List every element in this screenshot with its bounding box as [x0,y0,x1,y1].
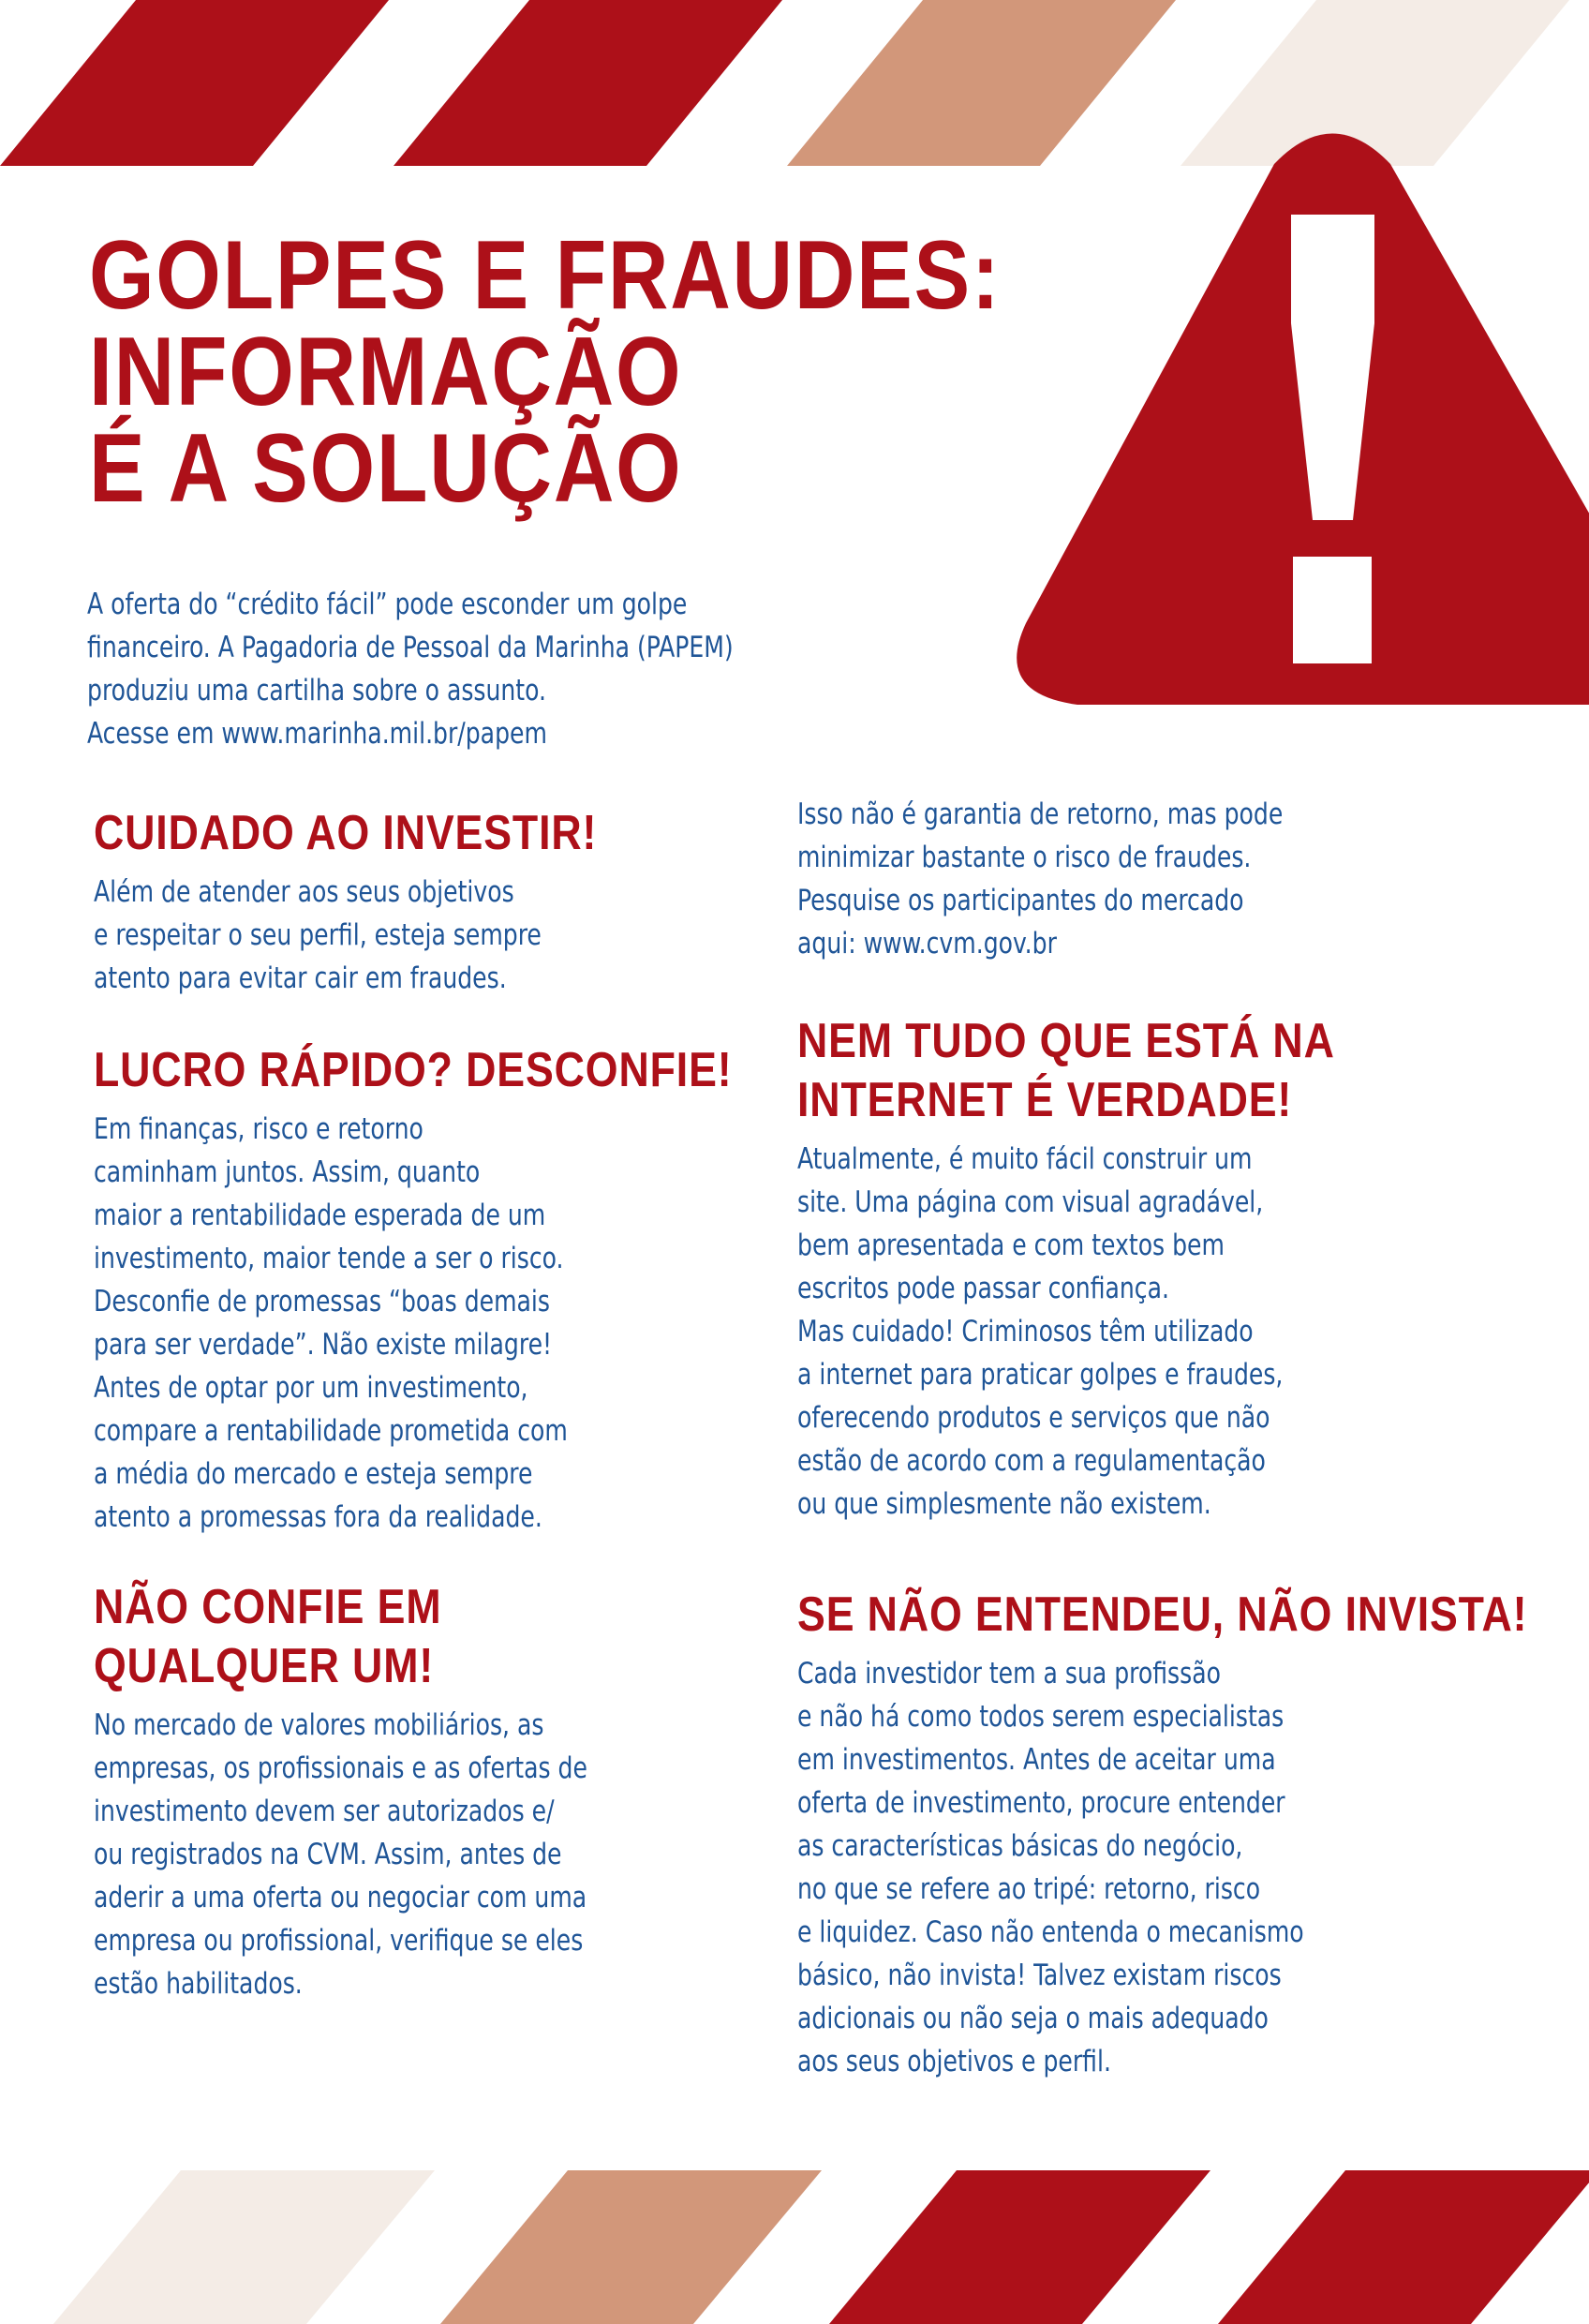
heading-line: SE NÃO ENTENDEU, NÃO INVISTA! [797,1587,1528,1642]
section-heading [94,1041,733,1100]
body-line: Pesquise os participantes do mercado [797,884,1244,917]
stripe-tan [440,2170,822,2324]
body-line: Antes de optar por um investimento, [94,1371,528,1405]
section-body [94,1108,762,1539]
title-line-3: É A SOLUÇÃO [89,414,683,523]
stripe-tan [787,0,1176,166]
intro-line-link: Acesse em www.marinha.mil.br/papem [87,717,547,751]
body-line: ou que simplesmente não existem. [797,1487,1211,1521]
body-line: e liquidez. Caso não entenda o mecanismo [797,1915,1304,1949]
heading-line: INTERNET É VERDADE! [797,1073,1293,1127]
body-line: adicionais ou não seja o mais adequado [797,2002,1269,2035]
body-line: aos seus objetivos e perfil. [797,2045,1111,2078]
body-line: a internet para praticar golpes e fraudes, [797,1358,1284,1392]
body-line: empresas, os profissionais e as ofertas de [94,1751,587,1785]
body-line: Em finanças, risco e retorno [94,1112,423,1146]
body-line: e respeitar o seu perfil, esteja sempre [94,918,542,952]
body-line: Cada investidor tem a sua profissão [797,1657,1221,1691]
body-line: Atualmente, é muito fácil construir um [797,1142,1253,1176]
body-line: caminham juntos. Assim, quanto [94,1155,481,1189]
heading-line: CUIDADO AO INVESTIR! [94,806,598,860]
stripe-beige [53,2170,435,2324]
section-heading [797,1586,1527,1645]
body-line: oferecendo produtos e serviços que não [797,1401,1270,1435]
body-line: No mercado de valores mobiliários, as [94,1708,544,1742]
stripe-red-2 [1218,2170,1589,2324]
body-line: atento para evitar cair em fraudes. [94,961,507,995]
section-internet [797,1012,1422,1526]
body-line: oferta de investimento, procure entender [797,1786,1285,1820]
intro-line: financeiro. A Pagadoria de Pessoal da Marinha (PAPEM) [87,631,734,664]
body-line: escritos pode passar confiança. [797,1272,1169,1305]
section-body [797,1138,1359,1526]
body-line: aderir a uma oferta ou negociar com uma [94,1881,587,1914]
body-line-link: aqui: www.cvm.gov.br [797,927,1057,961]
body-line: Além de atender aos seus objetivos [94,875,514,909]
body-line: bem apresentada e com textos bem [797,1229,1225,1262]
body-line: investimento, maior tende a ser o risco. [94,1242,564,1275]
body-line: as características básicas do negócio, [797,1829,1243,1863]
stripe-red-1 [0,0,389,166]
body-line: compare a rentabilidade prometida com [94,1414,568,1448]
body-line: a média do mercado e esteja sempre [94,1457,533,1491]
section-heading [797,1012,1335,1130]
section-body [94,1704,587,2005]
bottom-stripes [0,2155,1589,2324]
stripe-beige [1181,0,1569,166]
body-line: Mas cuidado! Criminosos têm utilizado [797,1315,1254,1348]
body-line: e não há como todos serem especialistas [797,1700,1285,1734]
body-line: estão habilitados. [94,1967,303,2001]
body-line: atento a promessas fora da realidade. [94,1500,542,1534]
stripe-red-1 [829,2170,1210,2324]
body-line: no que se refere ao tripé: retorno, risco [797,1872,1261,1906]
heading-line: NEM TUDO QUE ESTÁ NA [797,1014,1335,1068]
heading-line: NÃO CONFIE EM [94,1580,442,1634]
top-stripes [0,0,1589,169]
body-line: básico, não invista! Talvez existam riscos [797,1959,1282,1992]
section-se-nao-entendeu [797,1586,1589,2083]
body-line: estão de acordo com a regulamentação [797,1444,1266,1478]
body-line: empresa ou profissional, verifique se eles [94,1924,584,1958]
section-heading [94,804,597,863]
stripe-red-2 [394,0,782,166]
section-body [797,793,1283,965]
section-heading [94,1578,566,1696]
body-line: minimizar bastante o risco de fraudes. [797,841,1252,874]
body-line: Isso não é garantia de retorno, mas pode [797,797,1284,831]
body-line: investimento devem ser autorizados e/ [94,1795,555,1828]
body-line: maior a rentabilidade esperada de um [94,1199,546,1232]
title-line-1: GOLPES E FRAUDES: [89,221,1002,330]
intro-paragraph [87,583,897,755]
section-body [797,1652,1562,2083]
body-line: em investimentos. Antes de aceitar uma [797,1743,1276,1777]
heading-line: LUCRO RÁPIDO? DESCONFIE! [94,1043,733,1097]
heading-line: QUALQUER UM! [94,1639,435,1693]
intro-line: produziu uma cartilha sobre o assunto. [87,674,546,708]
section-lucro-rapido [94,1041,836,1539]
section-cuidado-ao-investir [94,804,679,1000]
body-line: Desconfie de promessas “boas demais [94,1285,550,1318]
page-title [89,221,1002,523]
section-continuacao [797,793,1337,965]
section-body [94,871,620,1000]
body-line: ou registrados na CVM. Assim, antes de [94,1838,562,1871]
body-line: para ser verdade”. Não existe milagre! [94,1328,553,1362]
title-line-2: INFORMAÇÃO [89,318,683,426]
body-line: site. Uma página com visual agradável, [797,1185,1264,1219]
section-nao-confie [94,1578,642,2005]
intro-line: A oferta do “crédito fácil” pode esconder um golpe [87,588,688,621]
